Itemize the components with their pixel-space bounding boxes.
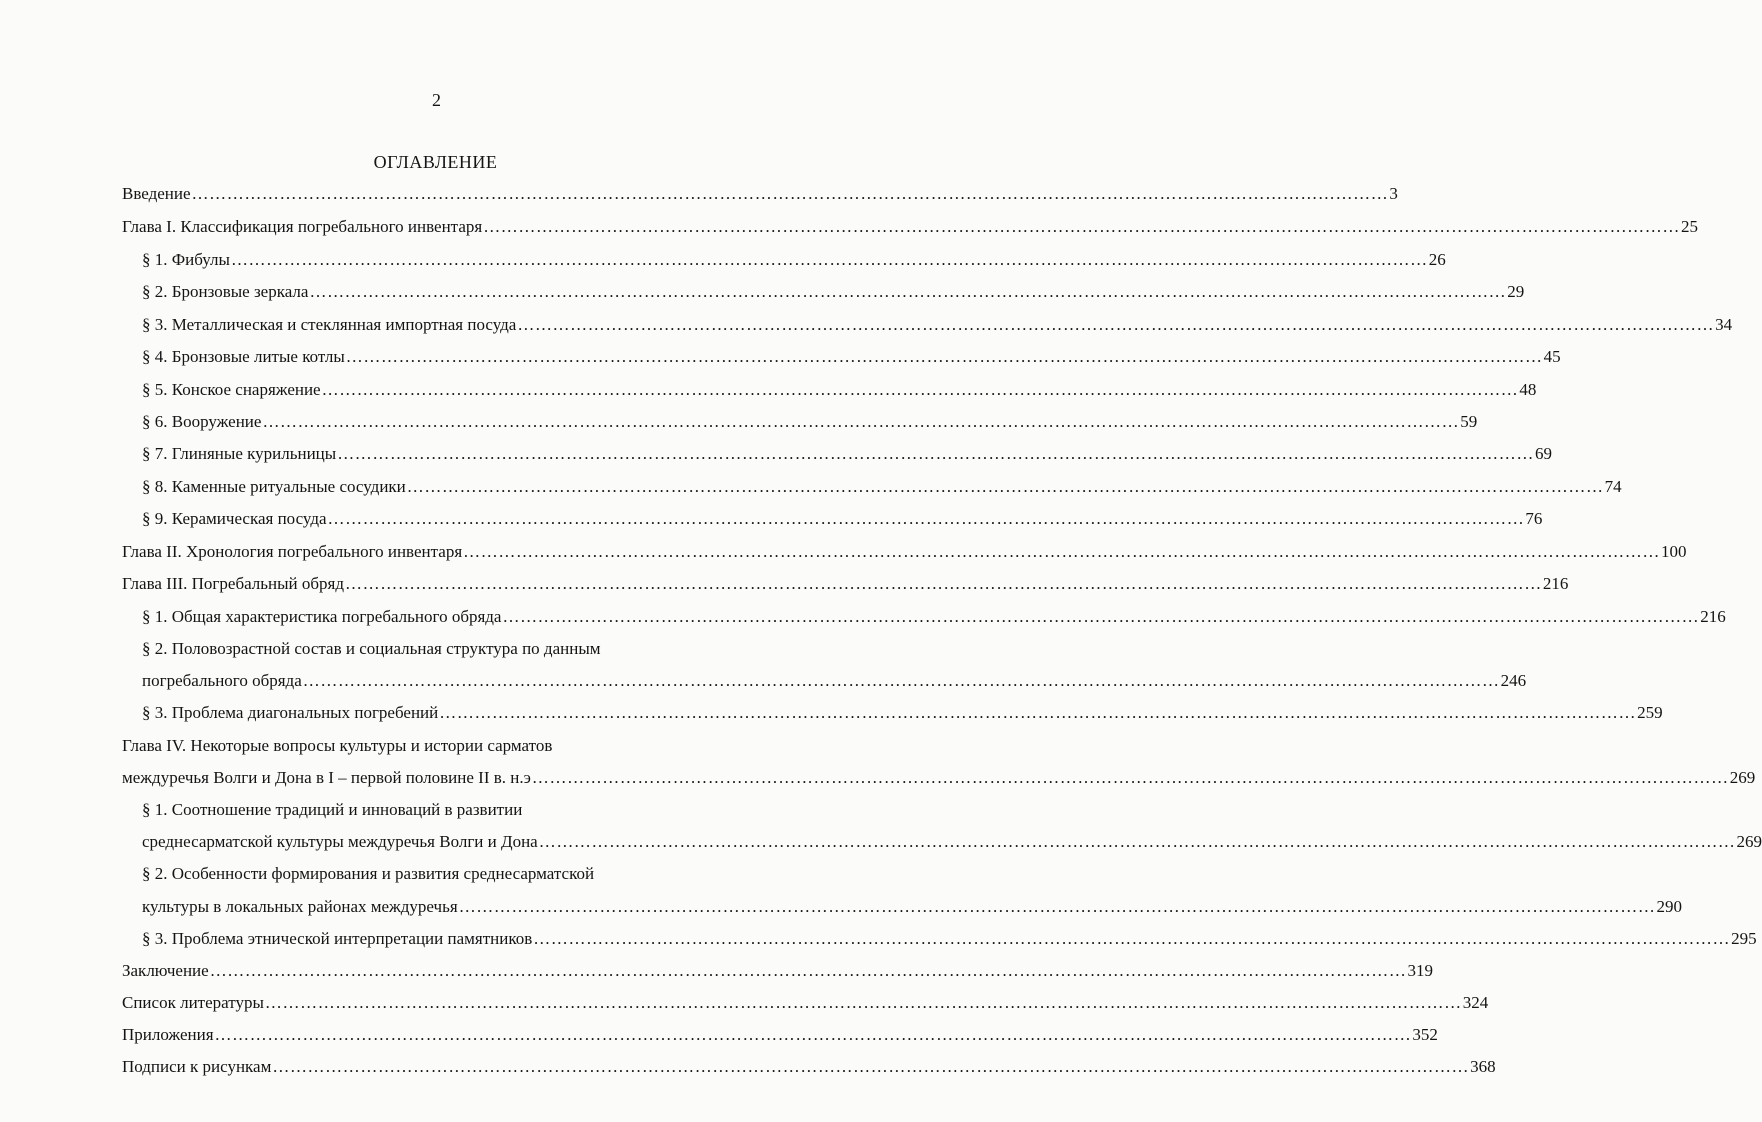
toc-entry-label: § 1. Фибулы [142,250,230,269]
toc-entry-page: 74 [1604,477,1622,496]
dot-leader: …………………………………………………………………………………………………………………………………………………………………………………… [230,250,1428,269]
toc-entry-ch1-s5[interactable] [142,378,1537,402]
toc-entry-page: 26 [1428,250,1446,269]
toc-entry-ch1-s2[interactable] [142,280,1525,304]
toc-entry-chapter-3[interactable] [122,572,1569,596]
toc-entry-page: 216 [1700,607,1726,626]
toc-entry-label: Список литературы [122,993,264,1012]
dot-leader: …………………………………………………………………………………………………………………………………………………………………………………… [302,671,1500,690]
toc-entry-label: погребального обряда [142,671,302,690]
toc-entry-figure-captions[interactable] [122,1055,1496,1079]
toc-entry-ch1-s4[interactable] [142,345,1561,369]
dot-leader: …………………………………………………………………………………………………………………………………………………………………………………… [337,444,1534,463]
toc-entry-ch4-s1-continued[interactable] [142,830,1762,854]
toc-entry-ch1-s6[interactable] [142,410,1478,434]
dot-leader: …………………………………………………………………………………………………………………………………………………………………………………… [533,929,1731,948]
dot-leader: …………………………………………………………………………………………………………………………………………………………………………………… [272,1057,1470,1076]
toc-entry-ch3-s1[interactable] [142,605,1726,629]
dot-leader: …………………………………………………………………………………………………………………………………………………………………………………… [309,282,1507,301]
dot-leader: …………………………………………………………………………………………………………………………………………………………………………………… [483,217,1680,236]
toc-entry-ch4-s3[interactable] [142,927,1757,951]
toc-entry-label: § 2. Особенности формирования и развития среднесарматской [142,864,595,883]
dot-leader: …………………………………………………………………………………………………………………………………………………………………………………… [345,574,1542,593]
dot-leader: …………………………………………………………………………………………………………………………………………………………………………………… [463,542,1660,561]
dot-leader: …………………………………………………………………………………………………………………………………………………………………………………… [214,1025,1412,1044]
toc-entry-label: Приложения [122,1025,214,1044]
dot-leader: …………………………………………………………………………………………………………………………………………………………………………………… [406,477,1604,496]
page-number: 2 [432,90,441,110]
toc-entry-bibliography[interactable] [122,991,1489,1015]
toc-entry-page: 100 [1660,542,1687,561]
toc-entry-page: 295 [1731,929,1757,948]
toc-entry-page: 290 [1656,897,1682,916]
dot-leader: …………………………………………………………………………………………………………………………………………………………………………………… [262,412,1460,431]
dot-leader: …………………………………………………………………………………………………………………………………………………………………………………… [538,832,1736,851]
toc-entry-label: Глава II. Хронология погребального инвентаря [122,542,463,561]
toc-entry-label: § 4. Бронзовые литые котлы [142,347,345,366]
toc-entry-ch3-s3[interactable] [142,701,1663,725]
toc-entry-label: Глава I. Классификация погребального инвентаря [122,217,483,236]
toc-entry-label: § 2. Половозрастной состав и социальная структура по данным [142,639,601,658]
toc-entry-page: 352 [1412,1025,1438,1044]
toc-entry-introduction[interactable] [122,182,1398,206]
toc-entry-chapter-1[interactable] [122,215,1698,239]
toc-entry-page: 25 [1681,217,1698,236]
dot-leader: …………………………………………………………………………………………………………………………………………………………………………………… [517,315,1715,334]
dot-leader: …………………………………………………………………………………………………………………………………………………………………………………… [321,380,1519,399]
toc-entry-page: 269 [1736,832,1762,851]
toc-entry-chapter-2[interactable] [122,540,1687,564]
toc-entry-label: Глава III. Погребальный обряд [122,574,345,593]
toc-entry-label: культуры в локальных районах междуречья [142,897,458,916]
toc-entry-page: 259 [1637,703,1663,722]
dot-leader: …………………………………………………………………………………………………………………………………………………………………………………… [458,897,1656,916]
toc-entry-ch4-s2[interactable] [142,862,594,886]
toc-entry-page: 59 [1460,412,1478,431]
toc-entry-chapter-4-continued[interactable] [122,766,1756,790]
toc-entry-label: § 8. Каменные ритуальные сосудики [142,477,406,496]
toc-entry-page: 246 [1500,671,1527,690]
toc-entry-label: § 3. Проблема диагональных погребений [142,703,439,722]
toc-entry-label: § 3. Металлическая и стеклянная импортная посуда [142,315,517,334]
toc-entry-appendices[interactable] [122,1023,1438,1047]
toc-entry-ch1-s9[interactable] [142,507,1543,531]
toc-entry-ch4-s1[interactable] [142,798,522,822]
page-title: ОГЛАВЛЕНИЕ [373,152,498,172]
toc-entry-page: 34 [1715,315,1733,334]
toc-entry-page: 3 [1389,184,1398,203]
toc-entry-label: Глава IV. Некоторые вопросы культуры и истории сарматов [122,736,553,755]
toc-entry-ch3-s2[interactable] [142,637,601,661]
toc-entry-page: 69 [1535,444,1552,463]
toc-entry-label: § 3. Проблема этнической интерпретации памятников [142,929,533,948]
toc-entry-ch1-s8[interactable] [142,475,1622,499]
toc-entry-page: 319 [1407,961,1434,980]
toc-entry-label: § 1. Общая характеристика погребального обряда [142,607,502,626]
toc-entry-label: § 9. Керамическая посуда [142,509,327,528]
toc-entry-label: Введение [122,184,191,203]
toc-entry-page: 324 [1462,993,1489,1012]
toc-entry-page: 269 [1729,768,1756,787]
toc-entry-ch1-s7[interactable] [142,442,1552,466]
toc-entry-label: § 7. Глиняные курильницы [142,444,337,463]
dot-leader: …………………………………………………………………………………………………………………………………………………………………………………… [439,703,1637,722]
toc-entry-label: среднесарматской культуры междуречья Волги и Дона [142,832,538,851]
toc-entry-chapter-4[interactable] [122,734,552,758]
toc-entry-page: 76 [1525,509,1543,528]
toc-entry-page: 45 [1543,347,1561,366]
toc-entry-label: § 2. Бронзовые зеркала [142,282,309,301]
dot-leader: …………………………………………………………………………………………………………………………………………………………………………………… [531,768,1729,787]
toc-entry-ch3-s2-continued[interactable] [142,669,1527,693]
toc-entry-page: 216 [1542,574,1569,593]
dot-leader: …………………………………………………………………………………………………………………………………………………………………………………… [209,961,1407,980]
toc-entry-page: 29 [1507,282,1525,301]
toc-entry-ch4-s2-continued[interactable] [142,895,1682,919]
toc-entry-label: § 5. Конское снаряжение [142,380,321,399]
dot-leader: …………………………………………………………………………………………………………………………………………………………………………………… [502,607,1700,626]
toc-entry-page: 48 [1519,380,1537,399]
dot-leader: …………………………………………………………………………………………………………………………………………………………………………………… [191,184,1389,203]
toc-entry-label: § 1. Соотношение традиций и инноваций в развитии [142,800,523,819]
dot-leader: …………………………………………………………………………………………………………………………………………………………………………………… [264,993,1462,1012]
toc-entry-label: Подписи к рисункам [122,1057,272,1076]
dot-leader: …………………………………………………………………………………………………………………………………………………………………………………… [327,509,1525,528]
dot-leader: …………………………………………………………………………………………………………………………………………………………………………………… [345,347,1543,366]
toc-entry-page: 368 [1470,1057,1496,1076]
toc-entry-conclusion[interactable] [122,959,1434,983]
toc-entry-label: Заключение [122,961,209,980]
toc-entry-label: междуречья Волги и Дона в I – первой половине II в. н.э [122,768,531,787]
toc-entry-ch1-s3[interactable] [142,313,1733,337]
toc-entry-ch1-s1[interactable] [142,248,1446,272]
toc-entry-label: § 6. Вооружение [142,412,262,431]
